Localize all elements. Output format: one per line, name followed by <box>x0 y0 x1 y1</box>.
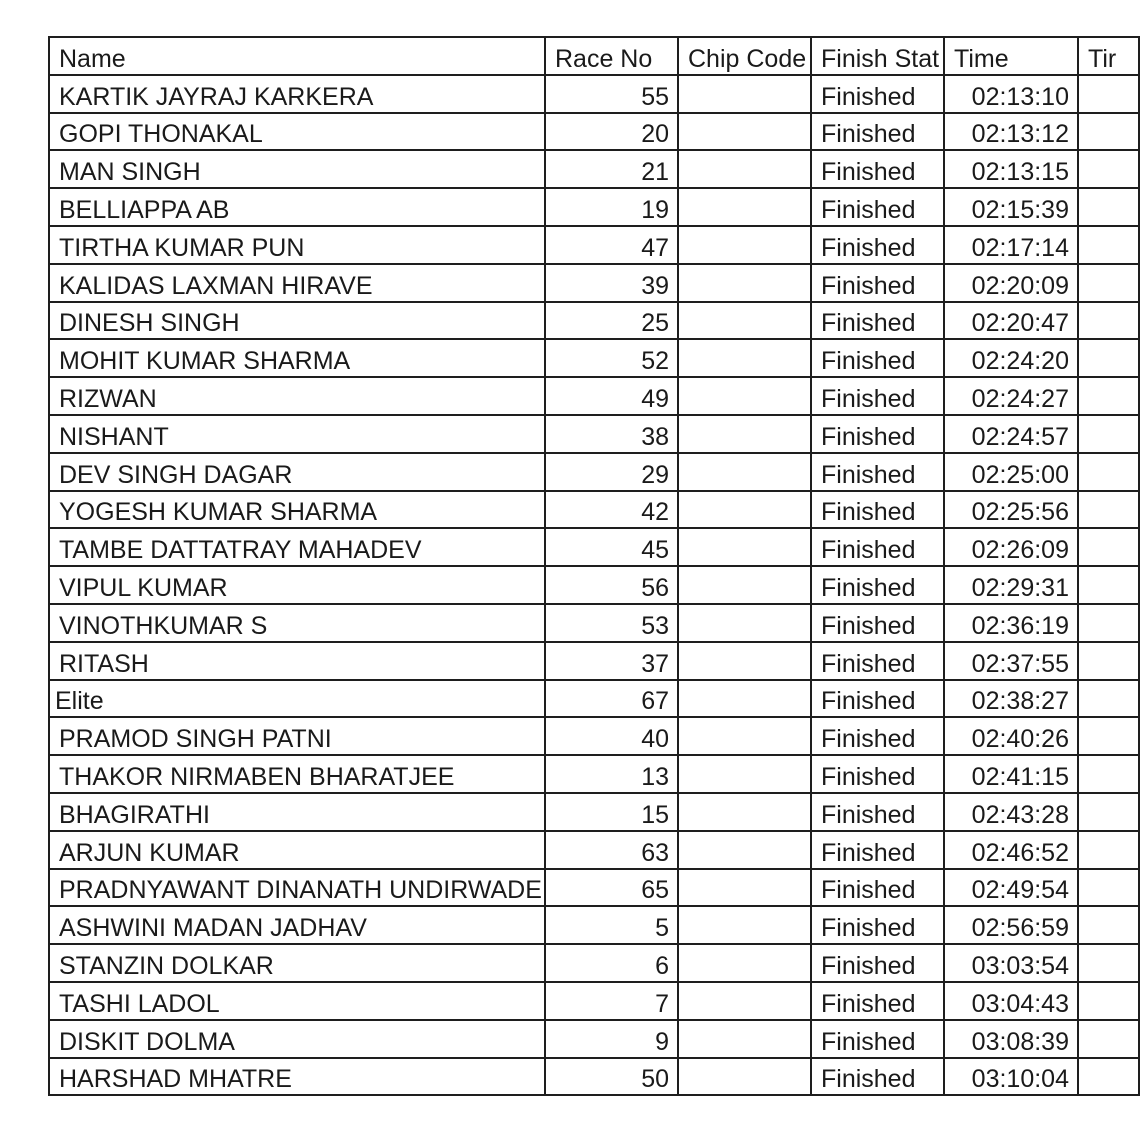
extra-time-cell <box>1078 226 1139 264</box>
table-row <box>49 793 1139 831</box>
finish-status-cell: Finished <box>811 982 944 1020</box>
chip-code-cell <box>678 566 811 604</box>
extra-time-cell <box>1078 755 1139 793</box>
chip-code-cell <box>678 604 811 642</box>
finish-time-cell: 02:56:59 <box>944 906 1078 944</box>
table-row <box>49 717 1139 755</box>
table-row <box>49 415 1139 453</box>
chip-code-cell <box>678 1058 811 1096</box>
finish-time-cell: 02:25:00 <box>944 453 1078 491</box>
race-no-cell: 67 <box>545 680 678 718</box>
extra-time-cell <box>1078 944 1139 982</box>
runner-name-cell: RIZWAN <box>49 377 545 415</box>
chip-code-cell <box>678 1020 811 1058</box>
finish-time-cell: 03:03:54 <box>944 944 1078 982</box>
table-row <box>49 188 1139 226</box>
finish-time-cell: 03:08:39 <box>944 1020 1078 1058</box>
finish-status-cell: Finished <box>811 755 944 793</box>
extra-time-cell <box>1078 264 1139 302</box>
chip-code-cell <box>678 717 811 755</box>
finish-time-cell: 02:17:14 <box>944 226 1078 264</box>
race-no-cell: 49 <box>545 377 678 415</box>
extra-time-cell <box>1078 680 1139 718</box>
table-row <box>49 264 1139 302</box>
chip-code-cell <box>678 831 811 869</box>
runner-name-cell: PRAMOD SINGH PATNI <box>49 717 545 755</box>
chip-code-cell <box>678 302 811 340</box>
extra-time-cell <box>1078 339 1139 377</box>
finish-time-cell: 02:29:31 <box>944 566 1078 604</box>
runner-name-cell: DEV SINGH DAGAR <box>49 453 545 491</box>
race-no-cell: 53 <box>545 604 678 642</box>
extra-time-cell <box>1078 75 1139 113</box>
results-sheet <box>48 36 1117 1096</box>
finish-status-cell: Finished <box>811 1058 944 1096</box>
table-row <box>49 944 1139 982</box>
table-row <box>49 302 1139 340</box>
table-row <box>49 755 1139 793</box>
runner-name-cell: KALIDAS LAXMAN HIRAVE <box>49 264 545 302</box>
extra-time-cell <box>1078 415 1139 453</box>
chip-code-cell <box>678 377 811 415</box>
race-no-cell: 45 <box>545 528 678 566</box>
finish-status-cell: Finished <box>811 264 944 302</box>
extra-time-cell <box>1078 1020 1139 1058</box>
extra-time-cell <box>1078 982 1139 1020</box>
finish-status-cell: Finished <box>811 453 944 491</box>
runner-name-cell: THAKOR NIRMABEN BHARATJEE <box>49 755 545 793</box>
race-no-cell: 5 <box>545 906 678 944</box>
chip-code-cell <box>678 869 811 907</box>
finish-status-cell: Finished <box>811 528 944 566</box>
runner-name-cell: BHAGIRATHI <box>49 793 545 831</box>
table-row <box>49 642 1139 680</box>
finish-time-cell: 02:38:27 <box>944 680 1078 718</box>
runner-name-cell: YOGESH KUMAR SHARMA <box>49 491 545 529</box>
chip-code-cell <box>678 906 811 944</box>
table-row <box>49 75 1139 113</box>
chip-code-cell <box>678 793 811 831</box>
finish-status-cell: Finished <box>811 717 944 755</box>
finish-status-cell: Finished <box>811 302 944 340</box>
runner-name-cell: NISHANT <box>49 415 545 453</box>
finish-time-cell: 02:24:20 <box>944 339 1078 377</box>
race-no-cell: 39 <box>545 264 678 302</box>
runner-name-cell: MOHIT KUMAR SHARMA <box>49 339 545 377</box>
extra-time-cell <box>1078 793 1139 831</box>
race-no-cell: 63 <box>545 831 678 869</box>
table-row <box>49 491 1139 529</box>
race-no-cell: 42 <box>545 491 678 529</box>
race-no-cell: 37 <box>545 642 678 680</box>
extra-time-cell <box>1078 491 1139 529</box>
header-row <box>49 37 1139 75</box>
runner-name-cell: GOPI THONAKAL <box>49 113 545 151</box>
finish-time-cell: 02:15:39 <box>944 188 1078 226</box>
finish-time-cell: 02:41:15 <box>944 755 1078 793</box>
finish-status-cell: Finished <box>811 188 944 226</box>
header-finish-status: Finish Stat <box>811 37 944 75</box>
race-no-cell: 29 <box>545 453 678 491</box>
finish-time-cell: 02:43:28 <box>944 793 1078 831</box>
table-row <box>49 226 1139 264</box>
chip-code-cell <box>678 453 811 491</box>
extra-time-cell <box>1078 642 1139 680</box>
chip-code-cell <box>678 755 811 793</box>
table-row <box>49 1058 1139 1096</box>
extra-time-cell <box>1078 528 1139 566</box>
finish-status-cell: Finished <box>811 831 944 869</box>
chip-code-cell <box>678 150 811 188</box>
runner-name-cell: MAN SINGH <box>49 150 545 188</box>
chip-code-cell <box>678 491 811 529</box>
extra-time-cell <box>1078 453 1139 491</box>
finish-time-cell: 02:46:52 <box>944 831 1078 869</box>
table-row <box>49 150 1139 188</box>
table-row <box>49 453 1139 491</box>
race-no-cell: 7 <box>545 982 678 1020</box>
finish-status-cell: Finished <box>811 906 944 944</box>
finish-time-cell: 02:40:26 <box>944 717 1078 755</box>
runner-name-cell: DISKIT DOLMA <box>49 1020 545 1058</box>
race-no-cell: 38 <box>545 415 678 453</box>
table-row <box>49 831 1139 869</box>
finish-status-cell: Finished <box>811 944 944 982</box>
finish-status-cell: Finished <box>811 339 944 377</box>
runner-name-cell: ASHWINI MADAN JADHAV <box>49 906 545 944</box>
runner-name-cell: TIRTHA KUMAR PUN <box>49 226 545 264</box>
race-no-cell: 6 <box>545 944 678 982</box>
finish-status-cell: Finished <box>811 415 944 453</box>
finish-time-cell: 02:13:12 <box>944 113 1078 151</box>
extra-time-cell <box>1078 717 1139 755</box>
race-no-cell: 50 <box>545 1058 678 1096</box>
results-body <box>49 75 1139 1096</box>
race-no-cell: 40 <box>545 717 678 755</box>
table-row <box>49 680 1139 718</box>
chip-code-cell <box>678 680 811 718</box>
race-no-cell: 52 <box>545 339 678 377</box>
extra-time-cell <box>1078 566 1139 604</box>
finish-time-cell: 02:36:19 <box>944 604 1078 642</box>
race-no-cell: 25 <box>545 302 678 340</box>
chip-code-cell <box>678 264 811 302</box>
race-no-cell: 55 <box>545 75 678 113</box>
chip-code-cell <box>678 339 811 377</box>
finish-time-cell: 02:24:27 <box>944 377 1078 415</box>
chip-code-cell <box>678 528 811 566</box>
chip-code-cell <box>678 642 811 680</box>
finish-status-cell: Finished <box>811 642 944 680</box>
finish-status-cell: Finished <box>811 1020 944 1058</box>
runner-name-cell: Elite <box>49 680 545 718</box>
table-row <box>49 113 1139 151</box>
finish-time-cell: 02:20:47 <box>944 302 1078 340</box>
race-no-cell: 21 <box>545 150 678 188</box>
extra-time-cell <box>1078 113 1139 151</box>
runner-name-cell: TASHI LADOL <box>49 982 545 1020</box>
runner-name-cell: RITASH <box>49 642 545 680</box>
finish-time-cell: 02:26:09 <box>944 528 1078 566</box>
table-row <box>49 377 1139 415</box>
finish-time-cell: 02:24:57 <box>944 415 1078 453</box>
finish-status-cell: Finished <box>811 604 944 642</box>
finish-time-cell: 02:13:15 <box>944 150 1078 188</box>
extra-time-cell <box>1078 377 1139 415</box>
header-time-extra: Tir <box>1078 37 1139 75</box>
finish-time-cell: 02:20:09 <box>944 264 1078 302</box>
race-no-cell: 15 <box>545 793 678 831</box>
header-chip-code: Chip Code <box>678 37 811 75</box>
chip-code-cell <box>678 944 811 982</box>
extra-time-cell <box>1078 302 1139 340</box>
header-name: Name <box>49 37 545 75</box>
table-row <box>49 906 1139 944</box>
chip-code-cell <box>678 188 811 226</box>
chip-code-cell <box>678 226 811 264</box>
race-no-cell: 13 <box>545 755 678 793</box>
race-no-cell: 19 <box>545 188 678 226</box>
extra-time-cell <box>1078 150 1139 188</box>
runner-name-cell: BELLIAPPA AB <box>49 188 545 226</box>
table-row <box>49 1020 1139 1058</box>
extra-time-cell <box>1078 188 1139 226</box>
finish-time-cell: 02:25:56 <box>944 491 1078 529</box>
table-row <box>49 604 1139 642</box>
finish-time-cell: 03:10:04 <box>944 1058 1078 1096</box>
header-race-no: Race No <box>545 37 678 75</box>
race-no-cell: 9 <box>545 1020 678 1058</box>
runner-name-cell: VINOTHKUMAR S <box>49 604 545 642</box>
finish-status-cell: Finished <box>811 793 944 831</box>
chip-code-cell <box>678 982 811 1020</box>
finish-status-cell: Finished <box>811 377 944 415</box>
extra-time-cell <box>1078 906 1139 944</box>
runner-name-cell: HARSHAD MHATRE <box>49 1058 545 1096</box>
chip-code-cell <box>678 415 811 453</box>
extra-time-cell <box>1078 831 1139 869</box>
runner-name-cell: PRADNYAWANT DINANATH UNDIRWADE <box>49 869 545 907</box>
chip-code-cell <box>678 113 811 151</box>
table-row <box>49 566 1139 604</box>
runner-name-cell: STANZIN DOLKAR <box>49 944 545 982</box>
extra-time-cell <box>1078 604 1139 642</box>
finish-status-cell: Finished <box>811 150 944 188</box>
header-time: Time <box>944 37 1078 75</box>
table-row <box>49 339 1139 377</box>
race-no-cell: 65 <box>545 869 678 907</box>
table-row <box>49 869 1139 907</box>
race-no-cell: 56 <box>545 566 678 604</box>
finish-time-cell: 02:13:10 <box>944 75 1078 113</box>
runner-name-cell: TAMBE DATTATRAY MAHADEV <box>49 528 545 566</box>
finish-time-cell: 02:37:55 <box>944 642 1078 680</box>
finish-status-cell: Finished <box>811 869 944 907</box>
finish-status-cell: Finished <box>811 75 944 113</box>
finish-time-cell: 03:04:43 <box>944 982 1078 1020</box>
runner-name-cell: VIPUL KUMAR <box>49 566 545 604</box>
finish-time-cell: 02:49:54 <box>944 869 1078 907</box>
runner-name-cell: ARJUN KUMAR <box>49 831 545 869</box>
table-row <box>49 528 1139 566</box>
extra-time-cell <box>1078 869 1139 907</box>
runner-name-cell: DINESH SINGH <box>49 302 545 340</box>
race-no-cell: 47 <box>545 226 678 264</box>
finish-status-cell: Finished <box>811 680 944 718</box>
finish-status-cell: Finished <box>811 566 944 604</box>
extra-time-cell <box>1078 1058 1139 1096</box>
race-results-table <box>48 36 1140 1096</box>
runner-name-cell: KARTIK JAYRAJ KARKERA <box>49 75 545 113</box>
finish-status-cell: Finished <box>811 226 944 264</box>
finish-status-cell: Finished <box>811 491 944 529</box>
race-no-cell: 20 <box>545 113 678 151</box>
finish-status-cell: Finished <box>811 113 944 151</box>
table-row <box>49 982 1139 1020</box>
chip-code-cell <box>678 75 811 113</box>
